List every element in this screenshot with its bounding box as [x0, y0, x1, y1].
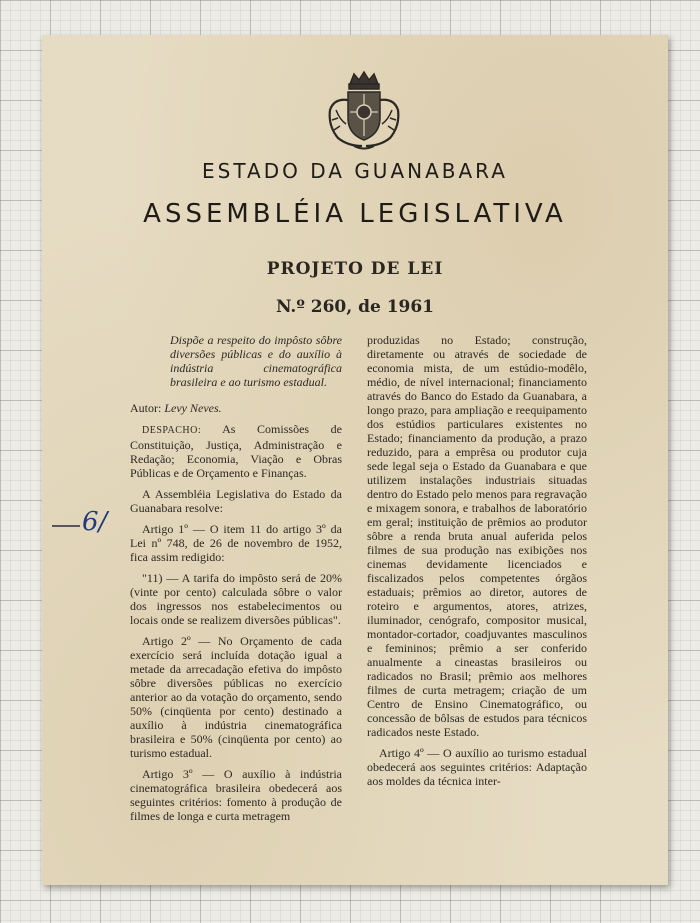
ink-dash-mark: [52, 523, 82, 529]
despacho-label: DESPACHO:: [142, 425, 202, 436]
coat-of-arms-emblem: [324, 70, 404, 152]
author-line: [130, 401, 342, 415]
bill-title: PROJETO DE LEI: [266, 259, 444, 279]
item-11: "11) — A tarifa do impôsto será de 20% (vinte por cento) calculada sôbre o valor dos ingressos nos estabelecimentos ou locais onde se realizem diversões públicas".: [130, 571, 342, 627]
author-name: Levy Neves.: [164, 401, 222, 415]
article-1: Artigo 1º — O item 11 do artigo 3º da Lei nº 748, de 26 de novembro de 1952, fica assim redigido:: [130, 522, 342, 564]
article-4-start: Artigo 4º — O auxílio ao turismo estadual obedecerá aos seguintes critérios: Adaptação aos moldes da técnica inter-: [367, 746, 587, 788]
state-heading: ESTADO DA GUANABARA: [202, 159, 508, 183]
resolve-paragraph: A Assembléia Legislativa do Estado da Guanabara resolve:: [130, 487, 342, 515]
despacho-paragraph: [130, 422, 342, 480]
summary-text: Dispõe a respeito do impôsto sôbre diversões públicas e do auxílio à indústria cinematográfica brasileira e ao turismo estadual.: [170, 333, 342, 389]
article-3-start: Artigo 3º — O auxílio à indústria cinematográfica brasileira obedecerá aos seguintes critérios: fomento à produção de filmes de longa e curta metragem: [130, 767, 342, 823]
right-column: [367, 333, 587, 795]
despacho-text: As Comissões de Constituição, Justiça, Administração e Redação; Economia, Viação e Obras Públicas e de Orçamento e Finanças.: [130, 422, 342, 480]
assembly-heading: ASSEMBLÉIA LEGISLATIVA: [143, 199, 567, 229]
document-page: [42, 35, 668, 885]
handwritten-annotation: 6/: [82, 507, 108, 537]
left-column: [130, 333, 342, 830]
article-2: Artigo 2º — No Orçamento de cada exercício será incluída dotação igual a metade da arrecadação efetiva do impôsto sôbre diversões públicas no exercício anterior ao da votação do orçamento, sendo 50% (cinqüenta por cento) destinado a auxílio à indústria cinematográfica brasileira e 50% (cinqüenta por cento) ao turismo estadual.: [130, 634, 342, 760]
bill-number: N.º 260, de 1961: [275, 297, 435, 317]
article-3-continuation: produzidas no Estado; construção, diretamente ou através de sociedade de economia mista, de um estúdio-modêlo, médio, de nível internacional; financiamento através do Banco do Estado da Guanabara, a longo prazo, para ampliação e reequipamento dos estúdios particulares existentes no Estado; financiamento da produção, a prazo reduzido, para a emprêsa ou produtor cuja sede legal seja o Estado da Guanabara e que utilizem instalações industriais situadas dentro do Estado pelo menos para regravação e mixagem sonora, e trabalhos de laboratório em geral; instituição de prêmios ao produtor sôbre a renda bruta anual auferida pelos filmes de sua produção nas exibições nos cinemas devidamente licenciados e fiscalizados pelos competentes órgãos estaduais; prêmios ao diretor, autores de roteiro e argumentos, atores, atrizes, iluminador, cenógrafo, compositor musical, montador-cortador, coadjuvantes masculinos e femininos; prêmio a ser conferido anualmente a cineastas brasileiros ou radicados no Brasil; prêmio aos melhores filmes de curta metragem; criação de um Centro de Ensino Cinematográfico, ou concessão de bôlsas de estudos para técnicos radicados neste Estado.: [367, 333, 587, 739]
author-label: Autor:: [130, 401, 162, 415]
